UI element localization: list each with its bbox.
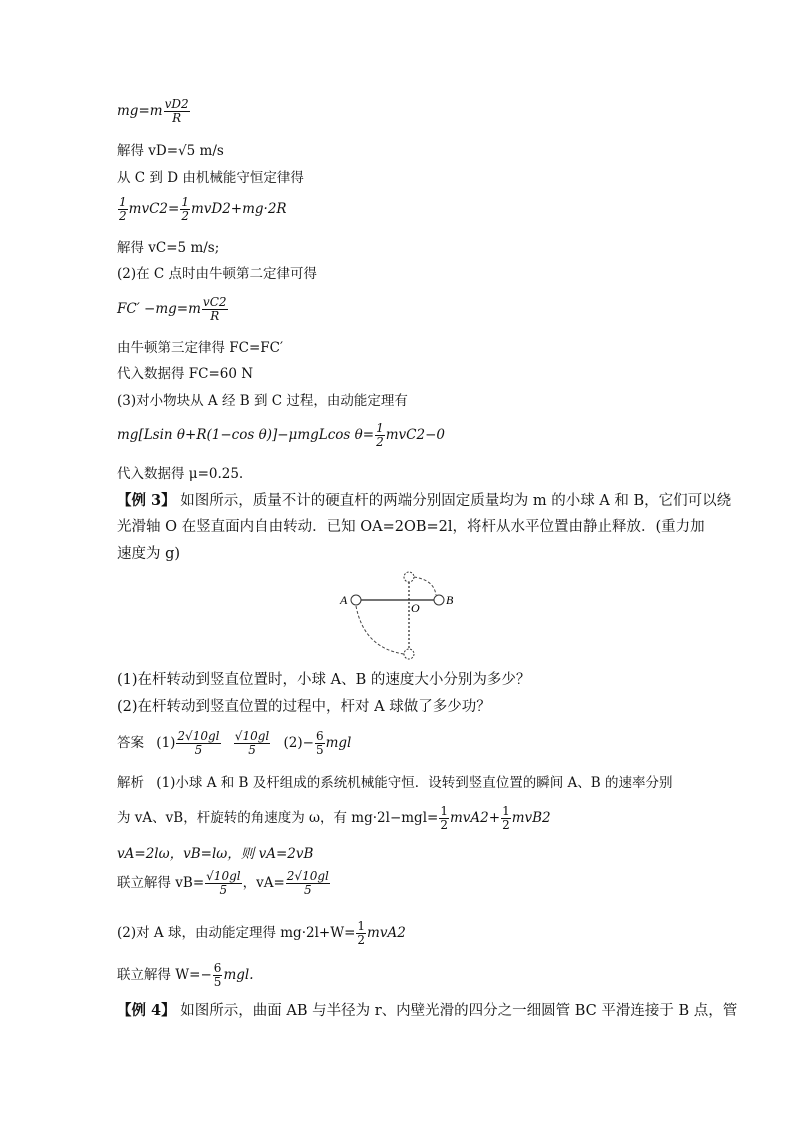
fraction (234, 730, 270, 757)
label-b: B (446, 593, 454, 607)
eq-part: 为 vA、vB，杆旋转的角速度为 ω，有 mg·2l−mgl= (117, 810, 439, 827)
question-1: (1)在杆转动到竖直位置时，小球 A、B 的速度大小分别为多少？ (117, 672, 531, 688)
ball-b (434, 595, 444, 605)
solution-line-3: vA=2lω，vB=lω，则 vA=2vB (117, 846, 314, 862)
example-text: 如图所示，曲面 AB 与半径为 r、内壁光滑的四分之一细圆管 BC 平滑连接于 B 点，管 (180, 1003, 738, 1019)
eq-part: ，vA= (242, 875, 285, 892)
energy-conservation-text: 从 C 到 D 由机械能守恒定律得 (117, 170, 304, 186)
fraction-num: vD2 (164, 97, 189, 111)
fraction-den: 5 (304, 883, 312, 898)
example-tag: 【例 3】 (117, 492, 176, 509)
solution-line-4 (117, 870, 331, 897)
fraction (176, 730, 220, 757)
solution-line-5 (117, 920, 406, 947)
fraction (213, 962, 223, 989)
fraction-num: 6 (315, 729, 324, 743)
eq-part: mvC2−0 (385, 427, 445, 444)
label-o: O (411, 601, 420, 615)
fraction-den: 5 (213, 975, 222, 990)
eq-lhs: mg=m (117, 103, 163, 120)
fraction (205, 870, 241, 897)
eq-part: mvC2= (128, 201, 180, 218)
solution-line-1 (117, 775, 673, 791)
fraction-den: 2 (357, 933, 366, 948)
fraction-num: 1 (502, 804, 510, 818)
example-text: 如图所示，质量不计的硬直杆的两端分别固定质量均为 m 的小球 A 和 B，它们可以绕 (180, 493, 732, 509)
ball-b-vertical (404, 572, 414, 582)
eq-part: mgl. (223, 967, 254, 984)
result-fc: 代入数据得 FC=60 N (117, 366, 254, 382)
fraction-num: 2√10gl (177, 729, 220, 743)
result-vc: 解得 vC=5 m/s; (117, 240, 220, 256)
fraction-num: 1 (181, 195, 189, 209)
eq-part: (2)对 A 球，由动能定理得 mg·2l+W= (117, 925, 356, 942)
answer-part: (1) (156, 735, 176, 752)
fraction-den: 5 (315, 743, 324, 758)
label-a: A (340, 593, 348, 607)
eq-lhs: mg[Lsin θ+R(1−cos θ)]−μmgLcos θ= (117, 427, 375, 444)
example-3-line-2: 光滑轴 O 在竖直面内自由转动．已知 OA=2OB=2l，将杆从水平位置由静止释放．(重力加 (117, 519, 705, 535)
fraction-num: 1 (357, 919, 366, 933)
fraction-den: 2 (502, 818, 510, 833)
rod-rotation-figure (330, 568, 470, 663)
fraction-den: 2 (119, 209, 127, 224)
answer-line (117, 730, 351, 757)
fraction (202, 296, 228, 323)
fraction (501, 805, 511, 832)
solution-line-2 (117, 805, 551, 832)
solution-label: 解析 (117, 775, 144, 791)
answer-label: 答案 (117, 735, 144, 752)
fraction-num: vC2 (202, 295, 227, 309)
example-4-line-1 (117, 1002, 737, 1020)
fraction-den: R (210, 309, 220, 324)
fraction (180, 196, 190, 223)
solution-text: (1)小球 A 和 B 及杆组成的系统机械能守恒．设转到竖直位置的瞬间 A、B 的速率分别 (156, 775, 673, 791)
example-3-line-3: 速度为 g) (117, 546, 181, 562)
fraction (439, 805, 449, 832)
eq-part: mvD2+mg·2R (190, 201, 287, 218)
ball-a-vertical (404, 649, 414, 659)
eq-work-energy (117, 422, 445, 449)
fraction-den: 5 (219, 883, 228, 898)
fraction-num: 1 (440, 804, 448, 818)
newton-second-text: (2)在 C 点时由牛顿第二定律可得 (117, 266, 318, 282)
fraction (315, 730, 325, 757)
solution-line-6 (117, 962, 254, 989)
example-tag: 【例 4】 (117, 1002, 176, 1019)
result-mu: 代入数据得 μ=0.25. (117, 466, 244, 482)
eq-lhs: FC′ −mg=m (117, 301, 201, 318)
eq-mg-mv2-over-r (117, 98, 191, 125)
question-2: (2)在杆转动到竖直位置的过程中，杆对 A 球做了多少功？ (117, 699, 491, 715)
fraction-den: R (172, 111, 182, 126)
eq-part: 联立解得 W=− (117, 967, 212, 984)
fraction (118, 196, 128, 223)
fraction-num: 6 (213, 961, 222, 975)
eq-part: mvB2 (511, 810, 551, 827)
example-3-line-1 (117, 492, 731, 510)
fraction-num: 1 (376, 421, 384, 435)
ball-a (351, 595, 361, 605)
work-energy-text: (3)对小物块从 A 经 B 到 C 过程，由动能定理有 (117, 393, 408, 409)
fraction-num: √10gl (234, 729, 270, 743)
fraction-den: 5 (248, 743, 256, 758)
fraction (164, 98, 190, 125)
arc-b (414, 577, 436, 595)
eq-part: mvA2 (367, 925, 406, 942)
eq-energy (117, 196, 287, 223)
eq-part: mvA2+ (449, 810, 501, 827)
arc-a (356, 606, 404, 654)
fraction-num: √10gl (206, 869, 241, 883)
fraction (375, 422, 385, 449)
eq-fc (117, 296, 229, 323)
answer-part: (2)− (283, 735, 314, 752)
answer-part: mgl (325, 735, 352, 752)
fraction (356, 920, 366, 947)
eq-part: 联立解得 vB= (117, 875, 205, 892)
fraction-den: 5 (194, 743, 203, 758)
fraction (286, 870, 330, 897)
result-vd: 解得 vD=√5 m/s (117, 143, 224, 159)
newton-third-text: 由牛顿第三定律得 FC=FC′ (117, 340, 284, 356)
fraction-den: 2 (440, 818, 448, 833)
fraction-den: 2 (181, 209, 189, 224)
fraction-num: 2√10gl (286, 869, 329, 883)
fraction-num: 1 (119, 195, 127, 209)
fraction-den: 2 (376, 435, 384, 450)
